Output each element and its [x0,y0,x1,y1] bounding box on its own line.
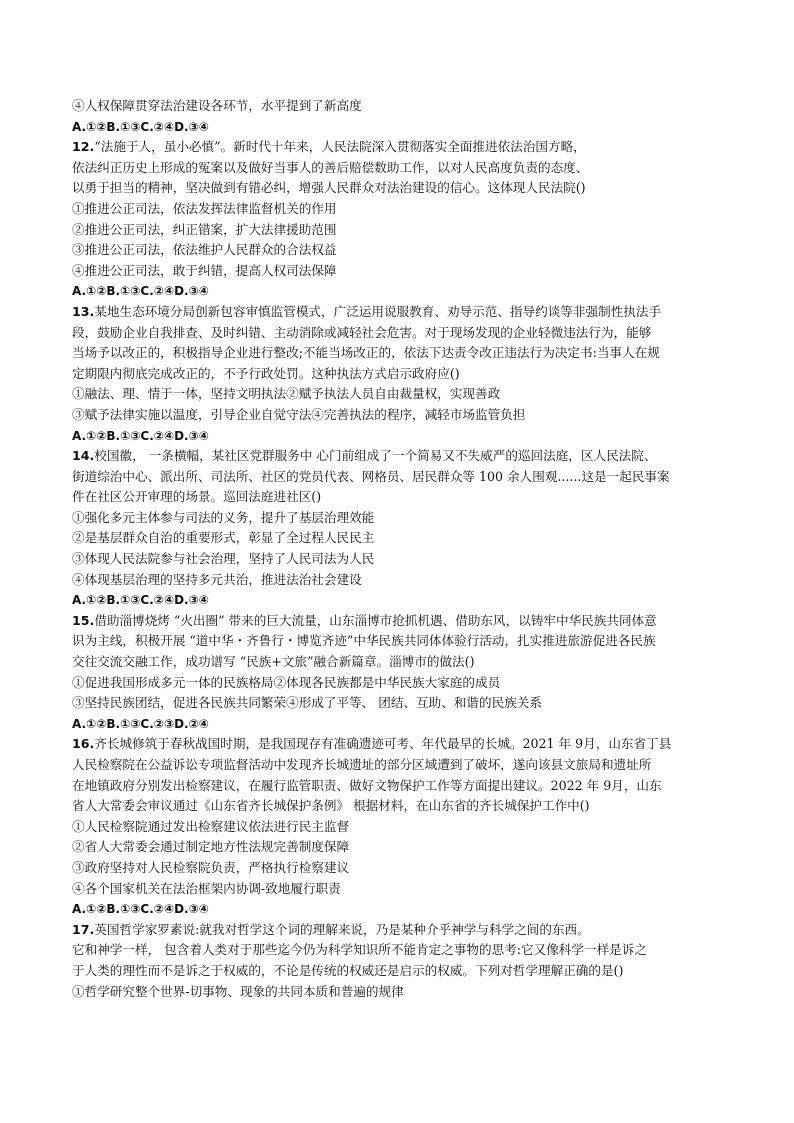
line-text: ②省人大常委会通过制定地方性法规完善制度保障 [72,839,350,855]
answer-options [72,590,732,611]
text-line [72,570,732,591]
line-text: 在地镇政府分别发出检察建议，在履行监管职责、做好文物保护工作等方面提出建议。2022 年 9月，山东 [72,777,662,793]
question-number: 13. [72,303,95,319]
line-text: 人民检察院在公益诉讼专项监督活动中发现齐长城遗址的部分区域遭到了破坏，遂向该县文旅局和遗址所 [72,757,652,772]
text-line [72,364,732,385]
line-text: A.①②B.①③C.②④D.③④ [72,284,209,299]
line-text: ④推进公正司法，敢于纠错，提高人权司法保障 [72,262,337,278]
line-text: 齐长城修筑于春秋战国时期，是我国现存有准确遗迹可考、年代最早的长城。2021 年 9月，山东省丁县 [94,736,672,752]
line-text: ③政府坚持对人民检察院负责，严格执行检察建议 [72,859,350,875]
question-number: 12. [72,139,95,155]
text-line [72,755,732,776]
text-line [72,158,732,179]
answer-options [72,899,732,920]
text-line [72,384,732,405]
line-text: ①人民检察院通过发出检察建议依法进行民主监督 [72,818,350,834]
line-text: A.①②B.①③C.②④D.③④ [72,119,209,134]
question-stem [72,302,732,323]
line-text: ①融法、理、情于一体，坚持文明执法②赋予执法人员自由裁量权，实现善政 [72,386,501,402]
line-text: 交往交流交融工作，成功谱写 “民族+文旅”融合新篇章。淄博市的做法() [72,654,475,670]
text-line [72,858,732,879]
text-line [72,817,732,838]
text-line [72,405,732,426]
line-text: 它和神学一样， 包含着人类对于那些迄今仍为科学知识所不能肯定之事物的思考:它又像科学一样是诉之 [72,942,647,958]
text-line [72,879,732,900]
line-text: 英国哲学家罗素说:就我对哲学这个词的理解来说，乃是某种介乎神学与科学之间的东西。 [94,921,590,937]
answer-options [72,426,732,447]
answer-options [72,281,732,302]
text-line [72,508,732,529]
text-line [72,549,732,570]
text-line [72,961,732,982]
text-line [72,940,732,961]
text-line [72,343,732,364]
text-line [72,240,732,261]
line-text: 借助淄博烧烤 “火出圈” 带来的巨大流量，山东淄博市抢抓机遇、借助东风，以铸牢中华民族共同体意 [94,612,657,628]
text-line [72,199,732,220]
line-text: 某地生态环境分局创新包容审慎监管模式，广泛运用说服教育、劝导示范、指导约谈等非强制性执法手 [94,303,662,319]
text-line [72,467,732,488]
text-line [72,261,732,282]
question-number: 16. [72,736,95,752]
line-text: ④体现基层治理的坚持多元共治，推进法治社会建设 [72,571,362,587]
answer-options [72,714,732,735]
answer-options [72,117,732,138]
text-line [72,837,732,858]
line-text: ①强化多元主体参与司法的义务，提升了基层治理效能 [72,509,375,525]
line-text: ④人权保障贯穿法治建设各环节，水平提到了新高度 [72,98,362,113]
line-text: “法施于人，虽小必慎”。新时代十年来，人民法院深入贯彻落实全面推进依法治国方略， [94,139,586,155]
line-text: ③推进公正司法，依法维护人民群众的合法权益 [72,242,337,258]
line-text: A.①②B.①③C.②④D.③④ [72,593,209,608]
line-text: 街道综治中心、派出所、司法所、社区的党员代表、网格员、居民群众等 100 余人围观......这是一起民事案 [72,468,670,484]
question-number: 14. [72,448,95,464]
line-text: ①促进我国形成多元一体的民族格局②体现各民族都是中华民族大家庭的成员 [72,674,501,690]
line-text: 以勇于担当的精神，坚决做到有错必纠，增强人民群众对法治建设的信心。这体现人民法院() [72,180,586,196]
line-text: 定期限内彻底完成改正的，不予行政处罚。这种执法方式启示政府应() [72,365,460,381]
line-text: 当场予以改正的，积极指导企业进行整改;不能当场改正的，依法下达责令改正违法行为决定书:当事人在规 [72,345,660,361]
line-text: 识为主线，积极开展 “道中华・齐鲁行・博览齐迹”中华民族共同体体验行活动，扎实推进旅游促进各民族 [72,633,656,649]
text-line [72,673,732,694]
text-line [72,220,732,241]
line-text: A.①②B.①③C.②④D.③④ [72,428,209,443]
line-text: 依法纠正历史上形成的冤案以及做好当事人的善后赔偿数助工作，以对人民高度负责的态度、 [72,159,589,175]
line-text: ③赋予法律实施以温度，引导企业自觉守法④完善执法的程序，减轻市场监管负担 [72,406,526,422]
text-line [72,631,732,652]
text-line [72,528,732,549]
line-text: ②是基层群众自治的重要形式，彰显了全过程人民民主 [72,530,375,546]
line-text: ②推进公正司法，纠正错案，扩大法律援助范围 [72,221,337,237]
line-text: 段，鼓励企业自我排查、及时纠错、主动消除或减轻社会危害。对于现场发现的企业轻微违法行为，能够 [72,324,652,340]
question-stem [72,920,732,941]
line-text: ①推进公正司法，依法发挥法律监督机关的作用 [72,200,337,216]
question-stem [72,734,732,755]
line-text: ③坚持民族团结，促进各民族共同繁荣④形成了平等、 团结、互助、和谐的民族关系 [72,695,542,711]
text-line [72,693,732,714]
question-number: 15. [72,612,95,628]
question-stem [72,611,732,632]
text-line [72,796,732,817]
text-line [72,776,732,797]
line-text: A.①②B.①③C.②④D.③④ [72,902,209,917]
text-line [72,982,732,1003]
question-stem [72,137,732,158]
text-line [72,652,732,673]
line-text: ③体现人民法院参与社会治理，坚持了人民司法为人民 [72,551,375,567]
line-text: 省人大常委会审议通过《山东省齐长城保护条例》 根据材料，在山东省的齐长城保护工作中() [72,798,590,814]
text-line [72,178,732,199]
text-line [72,487,732,508]
line-text: 于人类的理性而不是诉之于权威的，不论是传统的权威还是启示的权威。下列对哲学理解正确的是() [72,962,624,978]
text-line [72,96,732,117]
question-stem [72,446,732,467]
line-text: ④各个国家机关在法治框架内协调-致地履行职责 [72,880,341,896]
line-text: 校国徽， 一条横幅，某社区党群服务中 心门前组成了一个简易又不失威严的巡回法庭，区人民法院、 [94,448,657,464]
line-text: ①哲学研究整个世界-切事物、现象的共同本质和普遍的规律 [72,983,404,999]
exam-page [72,96,732,1002]
question-number: 17. [72,921,95,937]
line-text: A.①②B.①③C.②③D.②④ [72,716,209,731]
text-line [72,323,732,344]
line-text: 件在社区公开审理的场景。巡回法庭进社区() [72,489,322,505]
